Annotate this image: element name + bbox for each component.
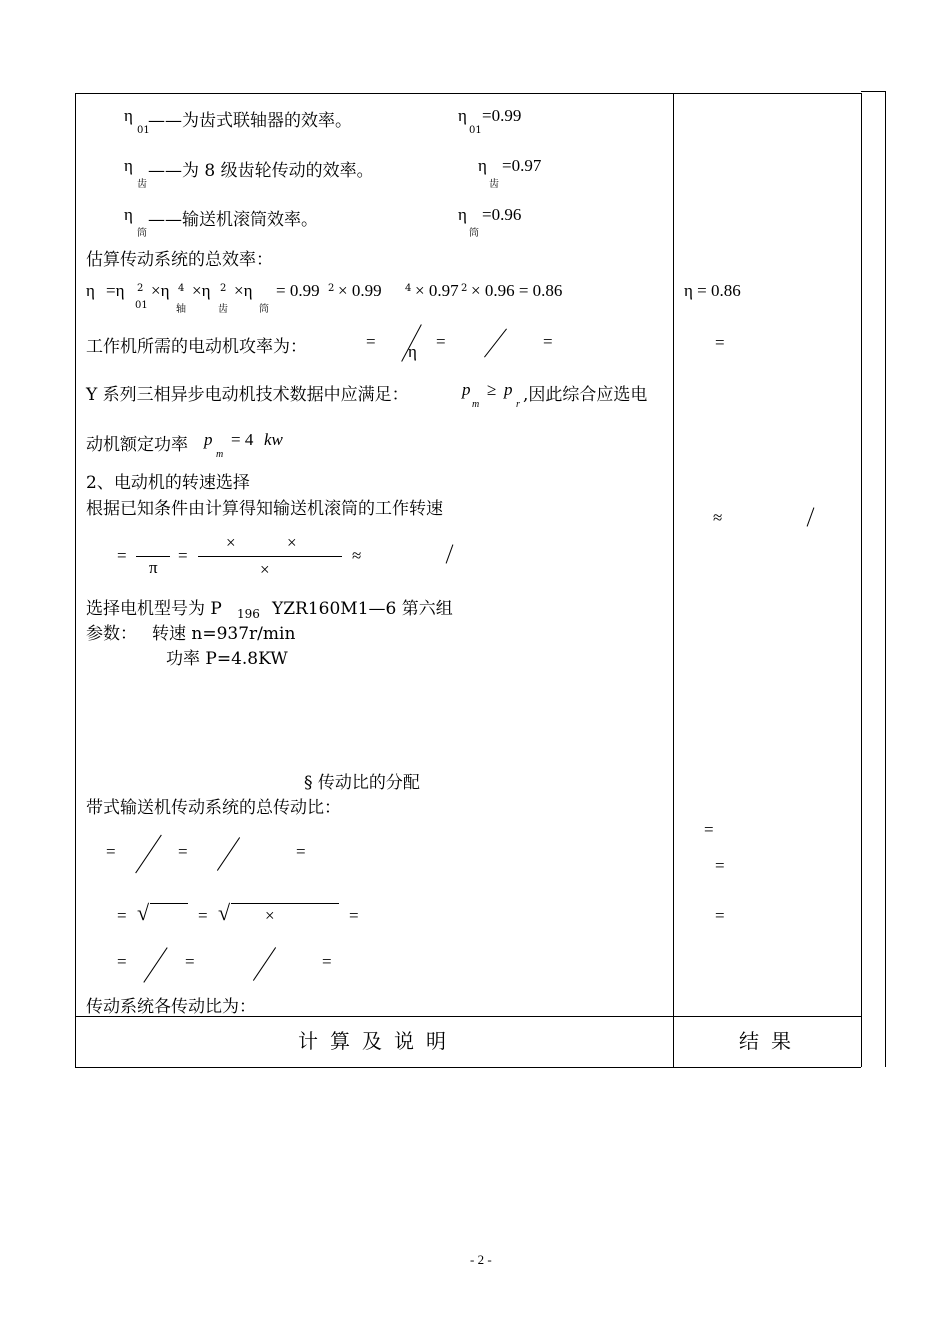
result-eq: = xyxy=(715,333,725,352)
fraction-bar xyxy=(198,556,342,557)
fraction-bar xyxy=(136,556,170,557)
result-eq: = xyxy=(715,856,725,875)
footer-result-label: 结果 xyxy=(739,1029,803,1053)
sqrt-bar xyxy=(231,903,339,904)
table-column-divider xyxy=(673,93,674,1067)
unit-slash xyxy=(446,544,454,563)
sqrt-icon: √ xyxy=(137,900,150,925)
footer-calc-label: 计算及说明 xyxy=(298,1029,458,1053)
unit-slash xyxy=(807,507,815,526)
page-number: - 2 - xyxy=(470,1252,492,1267)
speed-description: 根据已知条件由计算得知输送机滚筒的工作转速 xyxy=(86,499,443,519)
fraction-slash xyxy=(143,947,167,982)
table-outer-border xyxy=(885,91,886,1067)
work-power-label: 工作机所需的电动机攻率为： xyxy=(86,337,307,357)
fraction-slash xyxy=(253,947,276,981)
result-approx: ≈ xyxy=(713,508,723,527)
params-label: 参数： xyxy=(86,624,137,644)
fraction-slash xyxy=(135,835,162,874)
param-speed: 转速 n=937r/min xyxy=(152,624,296,644)
speed-heading: 2、电动机的转速选择 xyxy=(86,473,250,493)
result-eq: = xyxy=(715,906,725,925)
fraction-slash xyxy=(484,329,507,358)
table-right-border xyxy=(861,93,862,1067)
total-efficiency-heading: 估算传动系统的总效率： xyxy=(86,250,273,270)
sqrt-icon: √ xyxy=(218,900,231,925)
table-top-border xyxy=(75,93,861,94)
section-title: § 传动比的分配 xyxy=(304,773,420,793)
table-top-border-ext xyxy=(861,91,885,92)
table-left-border xyxy=(75,93,76,1067)
result-eta: η = 0.86 xyxy=(684,281,741,300)
fraction-slash xyxy=(217,837,240,871)
ratio-heading: 带式输送机传动系统的总传动比： xyxy=(86,798,341,818)
param-power: 功率 P=4.8KW xyxy=(166,649,288,669)
result-eq: = xyxy=(704,820,714,839)
table-bottom-border xyxy=(75,1067,861,1068)
sqrt-bar xyxy=(150,903,188,904)
ratio-each-heading: 传动系统各传动比为： xyxy=(86,997,256,1017)
